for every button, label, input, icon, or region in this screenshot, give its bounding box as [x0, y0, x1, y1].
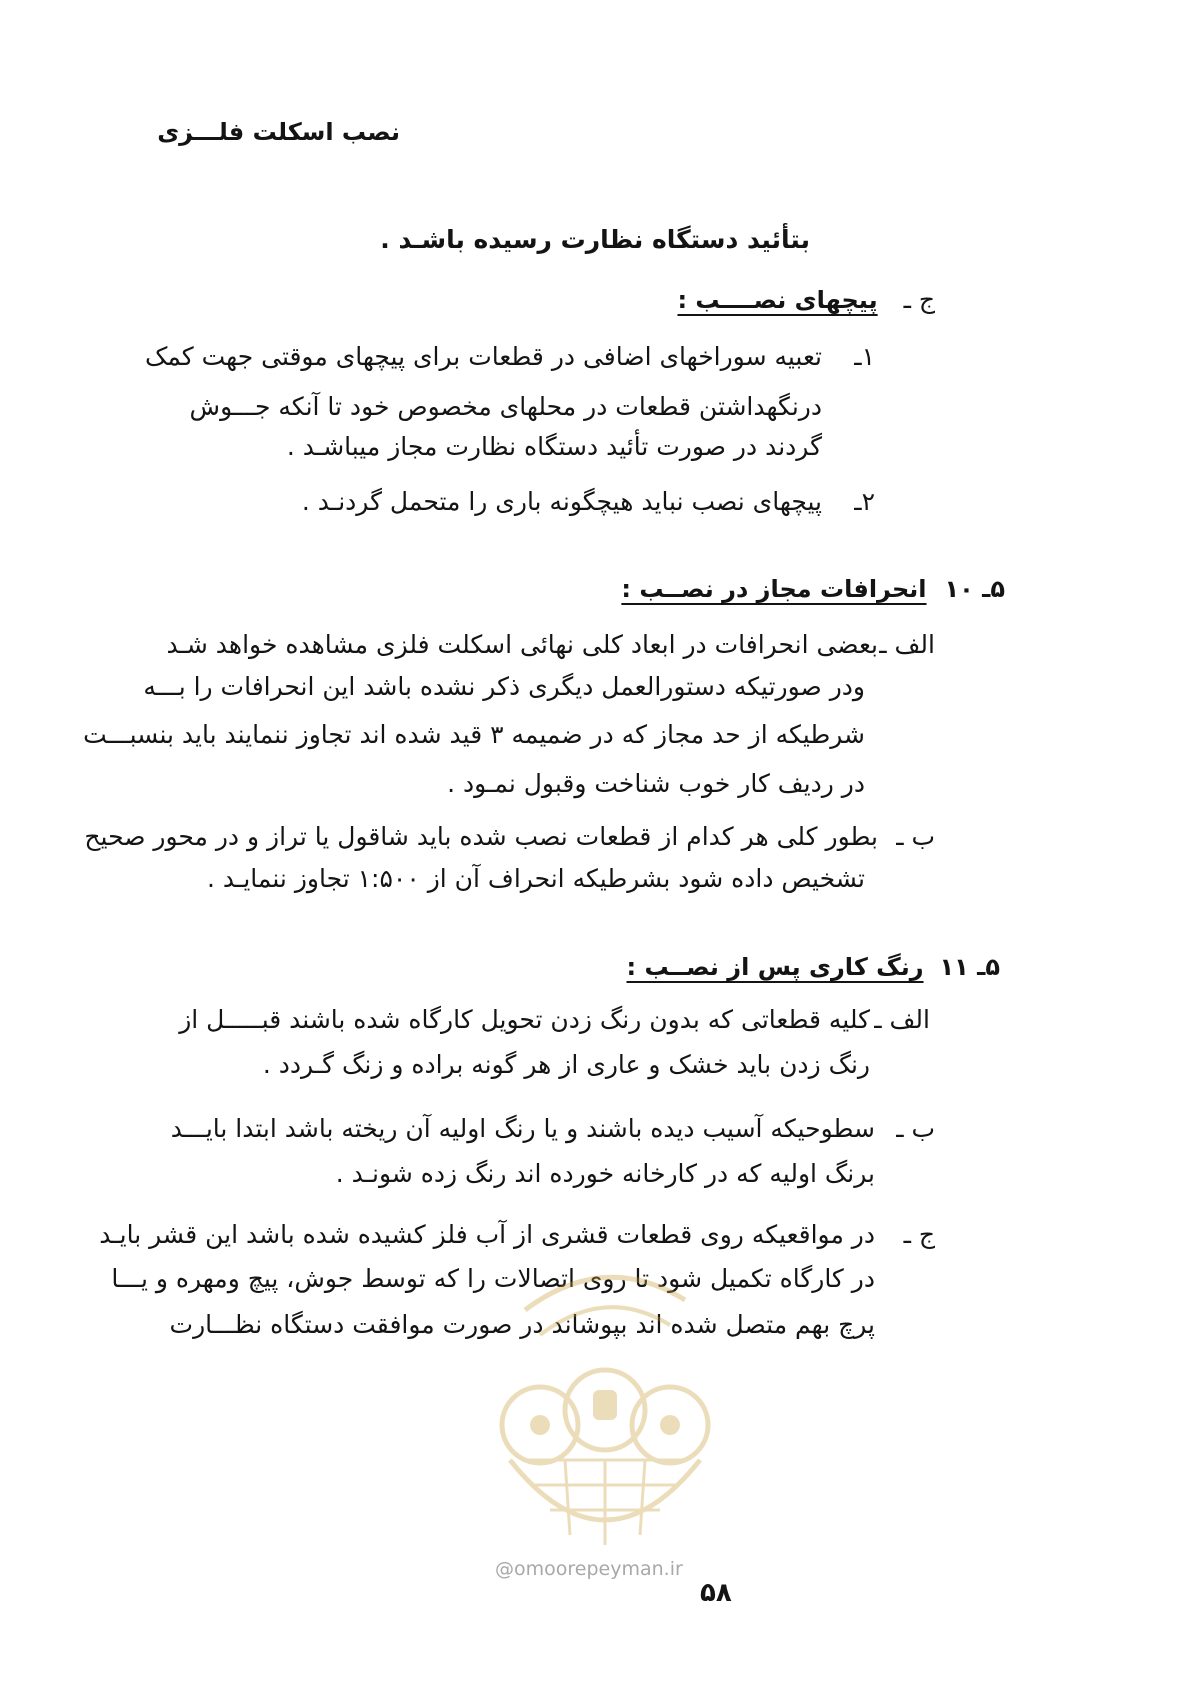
list-marker: الف ـ: [874, 1005, 930, 1034]
section-5-11-heading: ۵ـ ۱۱ رنگ کاری پس از نصــب :: [626, 953, 1000, 981]
section-c-heading: ج ـ پیچهای نصــــب :: [677, 285, 935, 314]
intro-line: بتأئید دستگاه نظارت رسیده باشـد .: [380, 225, 810, 254]
paragraph-line: سطوحیکه آسیب دیده باشند و یا رنگ اولیه آن ریخته باشد ابتدا بایـــد: [170, 1114, 875, 1143]
paragraph-line: در کارگاه تکمیل شود تا روی اتصالات را که توسط جوش، پیچ ومهره و یـــا: [111, 1264, 875, 1293]
page-title: نصب اسکلت فلـــزی: [157, 118, 400, 146]
list-number: ۱ـ: [854, 342, 875, 371]
paragraph-line: بعضی انحرافات در ابعاد کلی نهائی اسکلت فلزی مشاهده خواهد شـد: [166, 630, 878, 659]
list-marker: ب ـ: [896, 822, 935, 851]
paragraph-line: بطور کلی هر کدام از قطعات نصب شده باید شاقول یا تراز و در محور صحیح: [84, 822, 878, 851]
watermark-seal: [485, 1250, 725, 1560]
list-marker: الف ـ: [879, 630, 935, 659]
paragraph-line: در ردیف کار خوب شناخت وقبول نمـود .: [447, 769, 865, 798]
list-number: ۲ـ: [854, 487, 875, 516]
list-marker: ب ـ: [896, 1114, 935, 1143]
paragraph-line: ودر صورتیکه دستورالعمل دیگری ذکر نشده باشد این انحرافات را بـــه: [143, 672, 865, 701]
list-item-line: پیچهای نصب نباید هیچگونه باری را متحمل گردنـد .: [301, 487, 822, 516]
paragraph-line: تشخیص داده شود بشرطیکه انحراف آن از ۱:۵۰۰ تجاوز ننمایـد .: [207, 864, 865, 893]
paragraph-line: در مواقعیکه روی قطعات قشری از آب فلز کشیده شده باشد این قشر بایـد: [99, 1220, 875, 1249]
list-marker: ج ـ: [903, 1220, 935, 1249]
paragraph-line: پرچ بهم متصل شده اند بپوشاند در صورت موافقت دستگاه نظـــارت: [169, 1310, 875, 1339]
paragraph-line: رنگ زدن باید خشک و عاری از هر گونه براده و زنگ گـردد .: [262, 1050, 870, 1079]
list-item-line: تعبیه سوراخهای اضافی در قطعات برای پیچهای موقتی جهت کمک: [144, 342, 822, 371]
paragraph-line: شرطیکه از حد مجاز که در ضمیمه ۳ قید شده اند تجاوز ننمایند باید بنسبـــت: [83, 720, 865, 749]
list-item-line: گردند در صورت تأئید دستگاه نظارت مجاز میباشـد .: [286, 432, 822, 461]
paragraph-line: کلیه قطعاتی که بدون رنگ زدن تحویل کارگاه شده باشند قبـــــل از: [179, 1005, 870, 1034]
section-5-10-heading: ۵ـ ۱۰ انحرافات مجاز در نصــب :: [621, 575, 1005, 603]
list-item-line: درنگهداشتن قطعات در محلهای مخصوص خود تا آنکه جـــوش: [189, 392, 822, 421]
paragraph-line: برنگ اولیه که در کارخانه خورده اند رنگ زده شونـد .: [335, 1159, 875, 1188]
page-number: ۵۸: [700, 1578, 732, 1608]
website-watermark: @omoorepeyman.ir: [495, 1558, 683, 1580]
